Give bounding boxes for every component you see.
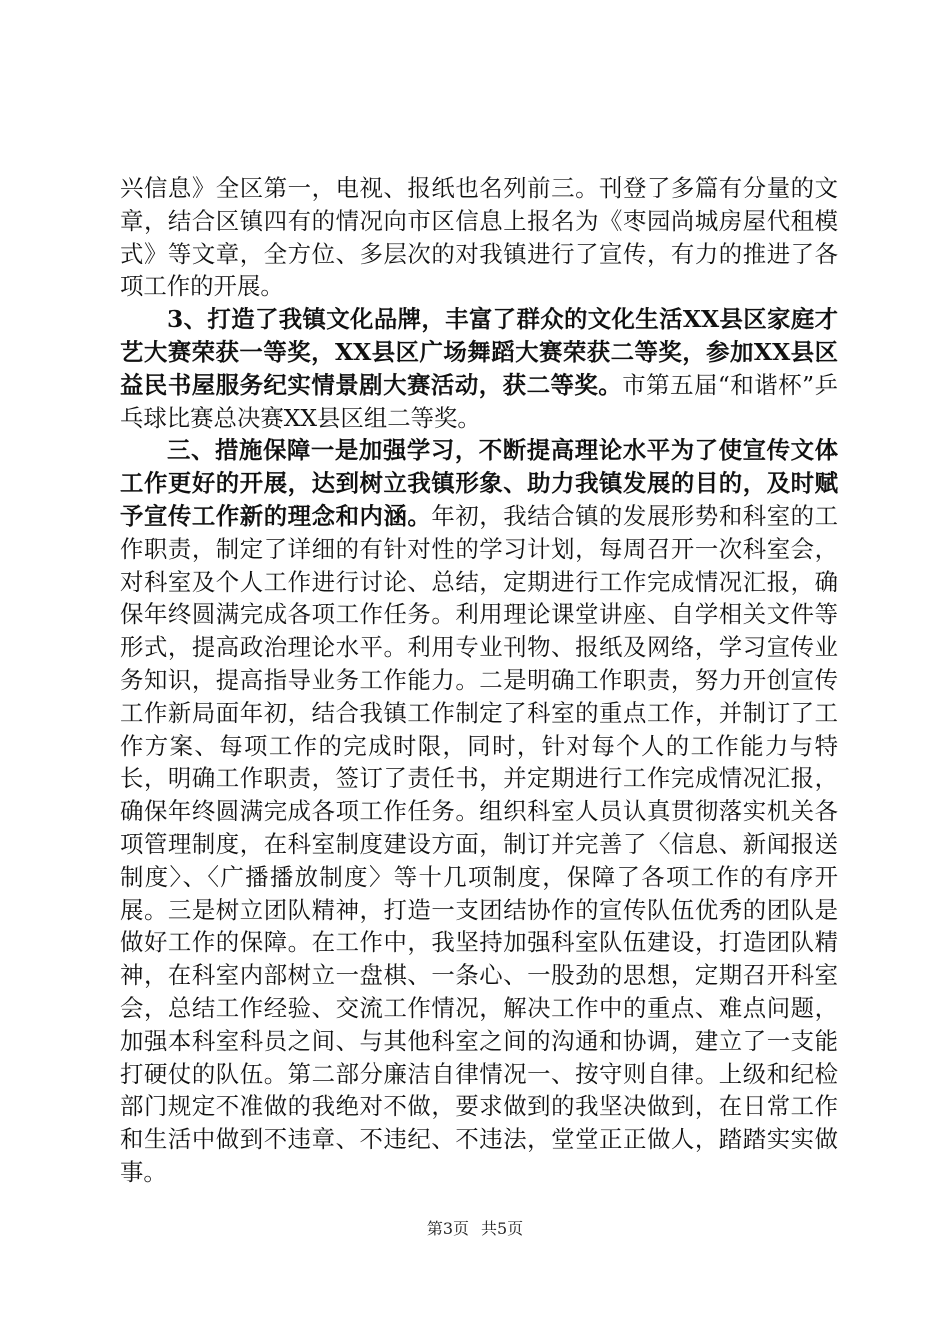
page-footer: [0, 1216, 950, 1239]
page-number: 第3页: [426, 1219, 469, 1238]
paragraph-3-bold-text: 三、措施保障一是加强学习，不断提高理论水平为了使宣传文体工作更好的开展，达到树立我镇形象、助力我镇发展的目的，及时赋予宣传工作新的理念和内涵。: [120, 436, 838, 530]
paragraph-2-bold-text: 3、打造了我镇文化品牌，丰富了群众的文化生活XX县区家庭才艺大赛荣获一等奖，XX县区广场舞蹈大赛荣获二等奖，参加XX县区益民书屋服务纪实情景剧大赛活动，获二等奖。: [120, 305, 838, 399]
paragraph-3: [120, 434, 838, 1188]
paragraph-2: [120, 303, 838, 434]
paragraph-3-text: 年初，我结合镇的发展形势和科室的工作职责，制定了详细的有针对性的学习计划，每周召开一次科室会，对科室及个人工作进行讨论、总结，定期进行工作完成情况汇报，确保年终圆满完成各项工作任务。利用理论课堂讲座、自学相关文件等形式，提高政治理论水平。利用专业刊物、报纸及网络，学习宣传业务知识，提高指导业务工作能力。二是明确工作职责，努力开创宣传工作新局面年初，结合我镇工作制定了科室的重点工作，并制订了工作方案、每项工作的完成时限，同时，针对每个人的工作能力与特长，明确工作职责，签订了责任书，并定期进行工作完成情况汇报，确保年终圆满完成各项工作任务。组织科室人员认真贯彻落实机关各项管理制度，在科室制度建设方面，制订并完善了〈信息、新闻报送制度〉、〈广播播放制度〉等十几项制度，保障了各项工作的有序开展。三是树立团队精神，打造一支团结协作的宣传队伍优秀的团队是做好工作的保障。在工作中，我坚持加强科室队伍建设，打造团队精神，在科室内部树立一盘棋、一条心、一股劲的思想，定期召开科室会，总结工作经验、交流工作情况，解决工作中的重点、难点问题，加强本科室科员之间、与其他科室之间的沟通和协调，建立了一支能打硬仗的队伍。第二部分廉洁自律情况一、按守则自律。上级和纪检部门规定不准做的我绝对不做，要求做到的我坚决做到，在日常工作和生活中做到不违章、不违纪、不违法，堂堂正正做人，踏踏实实做事。: [120, 501, 839, 1186]
page-total: 共5页: [481, 1219, 524, 1238]
paragraph-2-text: 市第五届“和谐杯”乒乓球比赛总决赛XX县区组二等奖。: [120, 370, 838, 432]
paragraph-1: [120, 172, 838, 303]
document-body: [120, 172, 838, 1189]
paragraph-1-text: 兴信息》全区第一，电视、报纸也名列前三。刊登了多篇有分量的文章，结合区镇四有的情况向市区信息上报名为《枣园尚城房屋代租模式》等文章，全方位、多层次的对我镇进行了宣传，有力的推进了各项工作的开展。: [120, 174, 838, 301]
